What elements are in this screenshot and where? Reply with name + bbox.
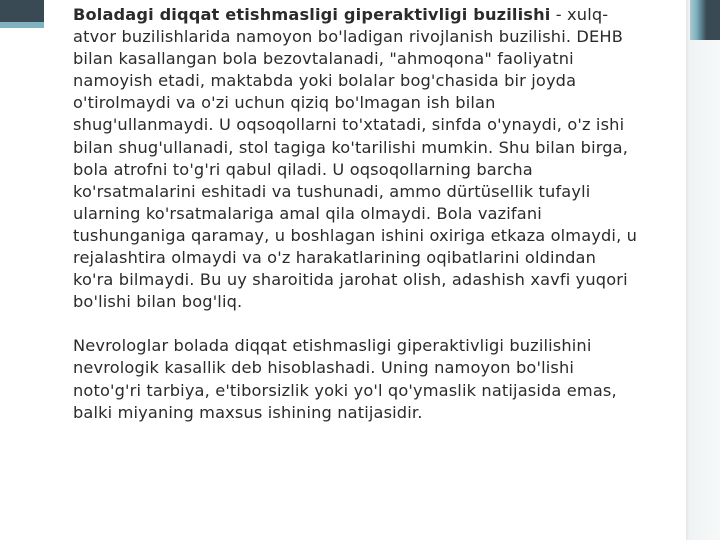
paragraph-1-text: - xulq-atvor buzilishlarida namoyon bo'ladigan rivojlanish buzilishi. DEHB bilan kasallangan bola bezovtalanadi, "ahmoqona" faoliyatni namoyish etadi, maktabda yoki bolalar bog'chasida bir joyda o'tirolmaydi va o'zi uchun qiziq bo'lmagan ish bilan shug'ullanmaydi. U oqsoqollarni to'xtatadi, sinfda o'ynaydi, o'z ishi bilan shug'ullanadi, stol tagiga ko'tarilishi mumkin. Shu bilan birga, bola atrofni to'g'ri qabul qiladi. U oqsoqollarning barcha ko'rsatmalarini eshitadi va tushunadi, ammo dürtüsellik tufayli ularning ko'rsatmalariga amal qila olmaydi. Bola vazifani tushunganiga qaramay, u boshlagan ishini oxiriga etkaza olmaydi, u rejalashtira olmaydi va o'z harakatlarining oqibatlarini oldindan ko'ra bilmaydi. Bu uy sharoitida jarohat olish, adashish xavfi yuqori bo'lishi bilan bog'liq. xyxy=(73,5,638,312)
slide-side-bar xyxy=(686,0,720,540)
paragraph-1 xyxy=(73,4,639,313)
document-panel-shadow xyxy=(686,0,690,540)
paragraph-2-text: Nevrologlar bolada diqqat etishmasligi giperaktivligi buzilishini nevrologik kasallik deb hisoblashadi. Uning namoyon bo'lishi noto'g'ri tarbiya, e'tiborsizlik yoki yo'l qo'ymaslik natijasida emas, balki miyaning maxsus ishining natijasidir. xyxy=(73,336,617,422)
slide-corner-decoration-left xyxy=(0,0,44,40)
slide-corner-decoration-right xyxy=(686,0,720,40)
paragraph-1-term: Boladagi diqqat etishmasligi giperaktivligi buzilishi xyxy=(73,5,551,24)
document-body xyxy=(73,4,639,424)
paragraph-2 xyxy=(73,335,639,423)
